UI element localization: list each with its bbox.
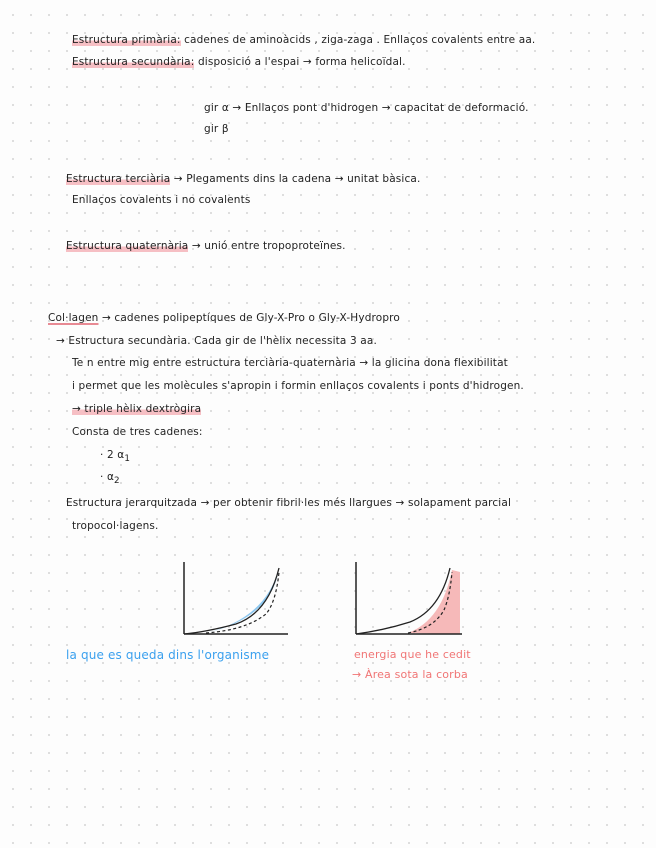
chain-alpha2-line (100, 470, 120, 488)
left-area-fill (206, 568, 279, 633)
collagen-hierarchy-line: Estructura jerarquitzada → per obtenir fibril·les més llargues → solapament parcial (66, 497, 512, 509)
chain-alpha1: · 2 α (100, 449, 125, 461)
collagen-title-line (48, 311, 400, 325)
collagen-tropo-line: tropocol·lagens. (72, 520, 159, 532)
left-graph-caption: la que es queda dins l'organisme (66, 648, 270, 662)
tertiary-structure-label: Estructura terciària (66, 173, 171, 185)
left-hysteresis-graph (176, 558, 296, 640)
secondary-structure-label: Estructura secundària: (72, 56, 195, 68)
tertiary-structure-line (66, 172, 421, 186)
left-unloading-curve (206, 572, 279, 633)
right-hysteresis-graph (350, 558, 470, 640)
primary-structure-label: Estructura primària: (72, 34, 181, 46)
triple-helix-text: → triple hèlix dextrògira (72, 403, 202, 415)
right-graph-caption-1: energia que he cedit (354, 648, 471, 661)
right-area-fill (408, 570, 460, 634)
chain-alpha1-line (100, 448, 130, 466)
tertiary-bonds-line: Enllaços covalents i no covalents (72, 194, 251, 206)
collagen-secondary-line: → Estructura secundària. Cada gir de l'hèlix necessita 3 aa. (56, 335, 377, 347)
alpha-turn-line: gir α → Enllaços pont d'hidrogen → capacitat de deformació. (204, 102, 529, 114)
collagen-triple-helix-line (72, 402, 201, 416)
collagen-title-rest: → cadenes polipeptíques de Gly-X-Pro o Gly-X-Hydropro (98, 312, 400, 324)
collagen-glycine-line: Te n entre mig entre estructura terciària-quaternària → la glicina dona flexibilitat (72, 357, 508, 369)
quaternary-structure-label: Estructura quaternària (66, 240, 189, 252)
secondary-structure-line (72, 55, 406, 69)
collagen-allows-line: i permet que les molècules s'apropin i formin enllaços covalents i ponts d'hidrogen. (72, 380, 524, 392)
quaternary-structure-text: → unió entre tropoproteïnes. (188, 240, 346, 252)
secondary-structure-text: disposició a l'espai → forma helicoïdal. (194, 56, 406, 68)
chain-alpha2-sub: 2 (114, 476, 120, 487)
primary-structure-text: cadenes de aminoàcids , ziga-zaga . Enllaços covalents entre aa. (180, 34, 536, 46)
chain-alpha1-sub: 1 (124, 454, 131, 465)
collagen-chains-intro: Consta de tres cadenes: (72, 426, 203, 438)
primary-structure-line (72, 33, 535, 47)
collagen-title: Col·lagen (48, 312, 99, 324)
quaternary-structure-line (66, 239, 346, 253)
right-graph-caption-2: → Àrea sota la corba (352, 668, 468, 681)
beta-turn-line: gir β (204, 123, 229, 135)
chain-alpha2: · α (100, 471, 115, 483)
tertiary-structure-text: → Plegaments dins la cadena → unitat bàsica. (170, 173, 421, 185)
